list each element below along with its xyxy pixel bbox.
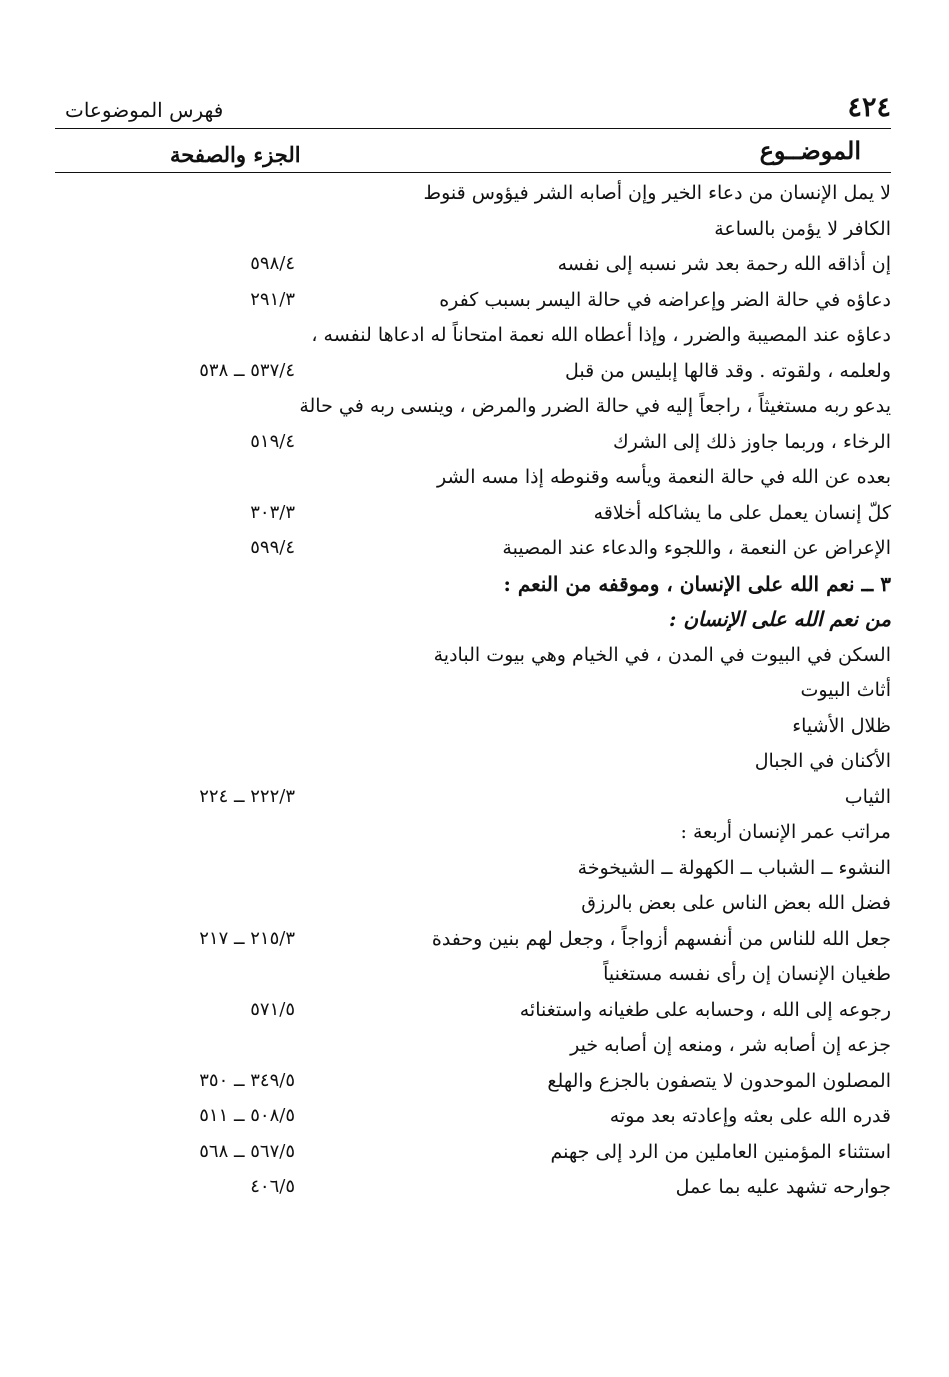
topic-text: كلّ إنسان يعمل على ما يشاكله أخلاقه (593, 501, 891, 524)
index-row (0, 956, 949, 992)
topic-text: يدعو ربه مستغيثاً ، راجعاً إليه في حالة الضرر والمرض ، وينسى ربه في حالة (299, 395, 891, 417)
topic-text: مراتب عمر الإنسان أربعة : (680, 821, 891, 843)
index-row (0, 743, 949, 779)
topic-text: دعاؤه عند المصيبة والضرر ، وإذا أعطاه الله نعمة امتحاناً له ادعاها لنفسه ، (311, 324, 891, 346)
index-row (0, 566, 949, 602)
volume-page-reference: ٢٢٢/٣ ــ ٢٢٤ (199, 785, 295, 807)
running-head (55, 92, 891, 126)
index-row (0, 814, 949, 850)
index-row (0, 388, 949, 424)
topic-text: الإعراض عن النعمة ، واللجوء والدعاء عند المصيبة (502, 537, 891, 559)
index-row (0, 921, 949, 957)
volume-page-reference: ٣٤٩/٥ ــ ٣٥٠ (199, 1069, 295, 1091)
volume-page-reference: ٥١٩/٤ (250, 430, 295, 452)
topic-text: إن أذاقه الله رحمة بعد شر نسبه إلى نفسه (557, 253, 891, 275)
index-row (0, 779, 949, 815)
page-number: ٤٢٤ (847, 92, 891, 123)
topic-text: قدره الله على بعثه وإعادته بعد موته (609, 1105, 891, 1127)
column-header-rule (55, 172, 891, 173)
topic-text: الثياب (844, 785, 891, 808)
topic-text: طغيان الإنسان إن رأى نفسه مستغنياً (603, 963, 891, 985)
volume-page-reference: ٥٩٨/٤ (250, 253, 295, 274)
index-row (0, 424, 949, 460)
volume-page-reference: ٥٣٧/٤ ــ ٥٣٨ (199, 359, 295, 381)
volume-page-reference: ٥٠٨/٥ ــ ٥١١ (199, 1105, 295, 1126)
volume-page-reference: ٥٩٩/٤ (250, 537, 295, 558)
volume-page-reference: ٢٩١/٣ (250, 288, 295, 310)
index-row (0, 850, 949, 886)
volume-page-reference: ٤٠٦/٥ (250, 1176, 295, 1197)
topic-text: جعل الله للناس من أنفسهم أزواجاً ، وجعل لهم بنين وحفدة (431, 927, 891, 950)
index-row (0, 1169, 949, 1205)
topic-text: جزعه إن أصابه شر ، ومنعه إن أصابه خير (570, 1034, 891, 1056)
volume-page-reference: ٥٧١/٥ (250, 998, 295, 1020)
index-row (0, 246, 949, 282)
volume-page-reference: ٥٦٧/٥ ــ ٥٦٨ (199, 1140, 295, 1162)
index-row (0, 317, 949, 353)
header-rule (55, 128, 891, 129)
running-title: فهرس الموضوعات (65, 98, 224, 122)
topic-text: النشوء ــ الشباب ــ الكهولة ــ الشيخوخة (577, 856, 891, 879)
column-headers (55, 136, 891, 174)
index-row (0, 353, 949, 389)
topic-text: الرخاء ، وربما جاوز ذلك إلى الشرك (612, 430, 891, 453)
reference-column-header: الجزء والصفحة (170, 142, 301, 167)
topic-text: بعده عن الله في حالة النعمة ويأسه وقنوطه إذا مسه الشر (437, 466, 891, 488)
topic-text: استثناء المؤمنين العاملين من الرد إلى جهنم (550, 1140, 891, 1163)
index-entries (0, 175, 949, 1205)
index-row (0, 1098, 949, 1134)
topic-text: ظلال الأشياء (792, 714, 891, 737)
index-row (0, 282, 949, 318)
index-row (0, 175, 949, 211)
topic-text: المصلون الموحدون لا يتصفون بالجزع والهلع (547, 1069, 891, 1092)
topic-text: أثاث البيوت (800, 679, 891, 701)
index-row (0, 885, 949, 921)
index-row (0, 637, 949, 673)
topic-text: جوارحه تشهد عليه بما عمل (675, 1176, 891, 1198)
volume-page-reference: ٣٠٣/٣ (250, 501, 295, 523)
topic-text: لا يمل الإنسان من دعاء الخير وإن أصابه الشر فيؤوس قنوط (423, 182, 891, 204)
index-row (0, 459, 949, 495)
topic-text: ولعلمه ، ولقوته . وقد قالها إبليس من قبل (564, 359, 891, 382)
topic-text: دعاؤه في حالة الضر وإعراضه في حالة اليسر بسبب كفره (439, 288, 891, 311)
topic-text: السكن في البيوت في المدن ، في الخيام وهي بيوت البادية (433, 643, 891, 666)
section-heading: ٣ ــ نعم الله على الإنسان ، وموقفه من النعم : (503, 571, 891, 596)
index-row (0, 708, 949, 744)
index-row (0, 672, 949, 708)
index-row (0, 1063, 949, 1099)
topic-text: رجوعه إلى الله ، وحسابه على طغيانه واستغنائه (519, 998, 891, 1021)
index-row (0, 530, 949, 566)
index-row (0, 601, 949, 637)
index-row (0, 992, 949, 1028)
index-row (0, 211, 949, 247)
topic-column-header: الموضــوع (759, 136, 861, 165)
subsection-heading: من نعم الله على الإنسان : (668, 607, 891, 631)
index-row (0, 1027, 949, 1063)
topic-text: الكافر لا يؤمن بالساعة (714, 217, 891, 240)
topic-text: فضل الله بعض الناس على بعض بالرزق (581, 892, 891, 914)
index-row (0, 495, 949, 531)
index-row (0, 1134, 949, 1170)
topic-text: الأكنان في الجبال (754, 750, 891, 772)
volume-page-reference: ٢١٥/٣ ــ ٢١٧ (199, 927, 295, 949)
